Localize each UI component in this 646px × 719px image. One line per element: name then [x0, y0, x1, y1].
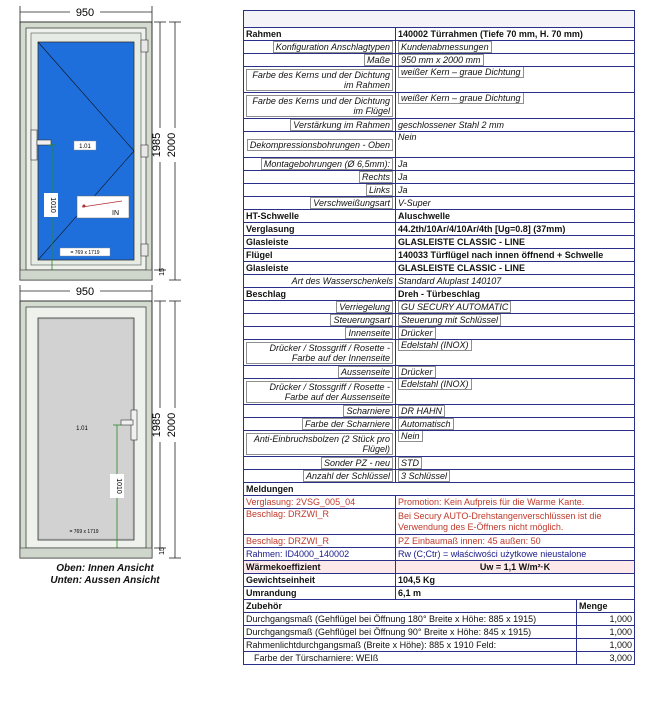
row-kern-rahmen: Farbe des Kerns und der Dichtung im Rahmen weißer Kern – graue Dichtung — [244, 67, 635, 93]
row-sonder-pz: Sonder PZ - neu STD — [244, 457, 635, 470]
row-druecker-aussen: Drücker / Stossgriff / Rosette - Farbe auf der Aussenseite Edelstahl (INOX) — [244, 379, 635, 405]
zubehoer-row: Durchgangsmaß (Gehflügel bei Öffnung 180° Breite x Höhe: 885 x 1915) 1,000 — [244, 613, 635, 626]
row-fluegel: Flügel 140033 Türflügel nach innen öffnend + Schwelle — [244, 249, 635, 262]
meldung-row: Rahmen: ID4000_140002 Rw (C;Ctr) = właściwości użytkowe nieustalone — [244, 548, 635, 561]
row-wasserschenkel: Art des Wasserschenkels Standard Aluplast 140107 — [244, 275, 635, 288]
row-steuerung: Steuerungsart Steuerung mit Schlüssel — [244, 314, 635, 327]
row-ht-schwelle: HT-Schwelle Aluschwelle — [244, 210, 635, 223]
hinge-icon — [141, 244, 148, 256]
spec-table — [243, 10, 635, 665]
row-dekompression: Dekompressionsbohrungen - Oben Nein — [244, 132, 635, 158]
zubehoer-row: Durchgangsmaß (Gehflügel bei Öffnung 90° Breite x Höhe: 845 x 1915) 1,000 — [244, 626, 635, 639]
row-schluessel: Anzahl der Schlüssel 3 Schlüssel — [244, 470, 635, 483]
bottom-size-label: = 769 x 1719 — [69, 529, 99, 535]
row-glasleiste-1: Glasleiste GLASLEISTE CLASSIC - LINE — [244, 236, 635, 249]
top-size-label: = 769 x 1719 — [70, 250, 100, 256]
top-height-outer: 2000 — [166, 132, 178, 158]
row-verschweissung: Verschweißungsart V-Super — [244, 197, 635, 210]
row-scharniere: Scharniere DR HAHN — [244, 405, 635, 418]
bottom-door-drawing — [20, 284, 182, 558]
door-drawing-svg — [0, 0, 240, 719]
zubehoer-row: Rahmenlichtdurchgangsmaß (Breite x Höhe): 885 x 1910 Feld: 1,000 — [244, 639, 635, 652]
row-rechts: Rechts Ja — [244, 171, 635, 184]
row-masse: Maße 950 mm x 2000 mm — [244, 54, 635, 67]
row-rahmen: Rahmen 140002 Türrahmen (Tiefe 70 mm, H. 70 mm) — [244, 28, 635, 41]
row-gewicht: Gewichtseinheit 104,5 Kg — [244, 574, 635, 587]
row-beschlag: Beschlag Dreh - Türbeschlag — [244, 288, 635, 301]
bottom-handle-height: 1010 — [115, 478, 122, 494]
row-anti-einbruch: Anti-Einbruchsbolzen (2 Stück pro Flügel) Nein — [244, 431, 635, 457]
top-panel-label: 1.01 — [79, 144, 91, 150]
window-drawings — [0, 0, 240, 719]
meldung-row: Beschlag: DRZWI_R PZ Einbaumaß innen: 45 außen: 50 — [244, 535, 635, 548]
row-kern-fluegel: Farbe des Kerns und der Dichtung im Flügel weißer Kern – graue Dichtung — [244, 93, 635, 119]
row-umrandung: Umrandung 6,1 m — [244, 587, 635, 600]
row-innenseite: Innenseite Drücker — [244, 327, 635, 340]
hinge-icon — [141, 40, 148, 52]
caption-outside-view: Unten: Aussen Ansicht — [50, 575, 160, 586]
top-bottom-dim: 15 — [159, 268, 166, 276]
bottom-width-label: 950 — [75, 286, 95, 298]
table-header-row — [244, 11, 635, 28]
bottom-panel-label: 1.01 — [76, 426, 88, 432]
row-verstaerkung: Verstärkung im Rahmen geschlossener Stahl 2 mm — [244, 119, 635, 132]
row-meldungen-header: Meldungen — [244, 483, 635, 496]
row-farbe-scharniere: Farbe der Scharniere Automatisch — [244, 418, 635, 431]
top-door-drawing — [20, 5, 182, 280]
bottom-bottom-dim: 15 — [159, 547, 166, 555]
top-width-label: 950 — [75, 7, 95, 19]
top-glass-pane — [38, 42, 134, 260]
row-verriegelung: Verriegelung GU SECURY AUTOMATIC — [244, 301, 635, 314]
row-zubehoer-header: Zubehör Menge — [244, 600, 635, 613]
in-label: IN — [112, 210, 119, 217]
row-konfiguration: Konfiguration Anschlagtypen Kundenabmessungen — [244, 41, 635, 54]
meldung-row: Verglasung: 2VSG_005_04 Promotion: Kein Aufpreis für die Warme Kante. — [244, 496, 635, 509]
caption-inside-view: Oben: Innen Ansicht — [56, 563, 154, 574]
row-verglasung: Verglasung 44.2th/10Ar/4/10Ar/4th [Ug=0.8] (37mm) — [244, 223, 635, 236]
row-montage: Montagebohrungen (Ø 6,5mm): Ja — [244, 158, 635, 171]
top-handle-icon — [31, 130, 37, 160]
row-glasleiste-2: Glasleiste GLASLEISTE CLASSIC - LINE — [244, 262, 635, 275]
top-height-inner: 1985 — [151, 132, 163, 158]
hinge-icon — [141, 145, 148, 157]
row-links: Links Ja — [244, 184, 635, 197]
row-waermekoeffizient: Wärmekoeffizient Uw = 1,1 W/m²·K — [244, 561, 635, 574]
row-aussenseite: Aussenseite Drücker — [244, 366, 635, 379]
bottom-height-inner: 1985 — [151, 412, 163, 438]
top-handle-height: 1010 — [49, 197, 56, 213]
row-druecker-innen: Drücker / Stossgriff / Rosette - Farbe auf der Innenseite Edelstahl (INOX) — [244, 340, 635, 366]
meldung-row: Beschlag: DRZWI_R Bei Secury AUTO-Drehstangenverschlüssen ist die Verwendung des E-Öffners nicht möglich. — [244, 509, 635, 535]
bottom-height-outer: 2000 — [166, 412, 178, 438]
zubehoer-row: Farbe der Türscharniere: WEIß 3,000 — [244, 652, 635, 665]
